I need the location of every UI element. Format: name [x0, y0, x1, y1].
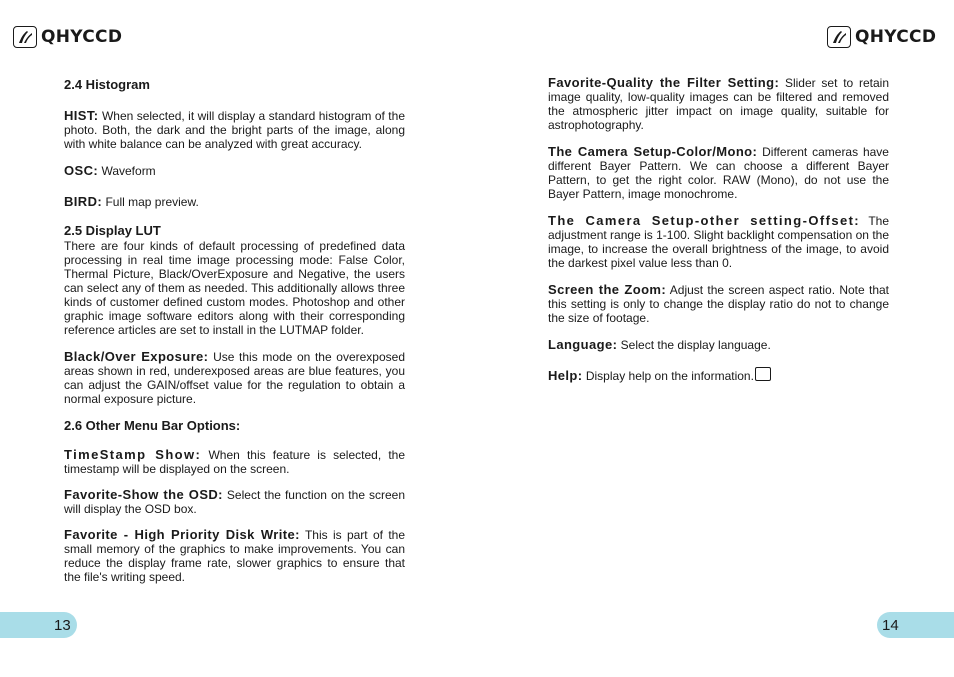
- quality-filter-paragraph: [548, 76, 889, 132]
- display-lut-paragraph: There are four kinds of default processing of predefined data processing in real time image processing mode: False Color, Thermal Picture, Black/OverExposure and Negative, the users can select any of them as needed. This additionally allows three kinds of customer defined custom modes. Photoshop and other graphic image software editors along with their corresponding reference articles are set to install in the LUTMAP folder.: [64, 239, 405, 337]
- section-2-6-title: 2.6 Other Menu Bar Options:: [64, 418, 241, 433]
- section-2-5-title: 2.5 Display LUT: [64, 223, 161, 238]
- color-mono-paragraph: [548, 145, 889, 201]
- hist-paragraph: [64, 109, 405, 151]
- osc-key: OSC:: [64, 163, 99, 178]
- bird-paragraph: [64, 195, 405, 209]
- brand-logo: [13, 26, 122, 48]
- osc-text: Waveform: [101, 164, 156, 178]
- section-2-4-title: 2.4 Histogram: [64, 77, 150, 92]
- disk-write-key: Favorite - High Priority Disk Write:: [64, 527, 300, 542]
- left-content: [64, 76, 405, 584]
- brand-name: QHYCCD: [41, 27, 123, 47]
- zoom-key: Screen the Zoom:: [548, 282, 667, 297]
- page-number: 14: [882, 616, 899, 634]
- offset-key: The Camera Setup-other setting-Offset:: [548, 213, 861, 228]
- brand-logo: [827, 26, 936, 48]
- offset-text: The adjustment range is 1-100. Slight backlight compensation on the image, to increase the overall brightness of the image, to avoid the darkest pixel value less than 0.: [548, 214, 889, 270]
- help-paragraph: [548, 367, 889, 383]
- show-osd-key: Favorite-Show the OSD:: [64, 487, 223, 502]
- page-number: 13: [54, 616, 71, 634]
- bird-text: Full map preview.: [105, 195, 199, 209]
- black-over-exposure-text: Use this mode on the overexposed areas shown in red, underexposed areas are blue features, you can adjust the GAIN/offset value for the regulation to obtain a normal exposure picture.: [64, 350, 405, 406]
- end-mark-icon: [755, 367, 771, 381]
- zoom-paragraph: [548, 283, 889, 325]
- offset-paragraph: [548, 214, 889, 270]
- brand-name: QHYCCD: [855, 27, 937, 47]
- color-mono-key: The Camera Setup-Color/Mono:: [548, 144, 758, 159]
- quality-filter-key: Favorite-Quality the Filter Setting:: [548, 75, 780, 90]
- timestamp-key: TimeStamp Show:: [64, 447, 202, 462]
- osc-paragraph: [64, 164, 405, 178]
- page-number-tab: [877, 612, 954, 638]
- qhyccd-logo-icon: [827, 26, 851, 48]
- quality-filter-text: Slider set to retain image quality, low-quality images can be filtered and removed the atmospheric jitter impact on image quality, suitable for astrophotography.: [548, 76, 889, 132]
- black-over-exposure-paragraph: [64, 350, 405, 406]
- help-key: Help:: [548, 368, 583, 383]
- timestamp-text: When this feature is selected, the timestamp will be displayed on the screen.: [64, 448, 405, 476]
- right-page: [477, 0, 954, 677]
- bird-key: BIRD:: [64, 194, 103, 209]
- language-text: Select the display language.: [620, 338, 771, 352]
- color-mono-text: Different cameras have different Bayer Pattern. We can choose a different Bayer Pattern, to get the right color. RAW (Mono), do not use the Bayer Pattern, image monochrome.: [548, 145, 889, 201]
- page-number-tab: [0, 612, 77, 638]
- hist-key: HIST:: [64, 108, 99, 123]
- right-content: [548, 76, 889, 383]
- show-osd-text: Select the function on the screen will display the OSD box.: [64, 488, 406, 516]
- disk-write-text: This is part of the small memory of the graphics to make improvements. You can reduce the display frame rate, slower graphics to ensure that the file's writing speed.: [64, 528, 405, 584]
- help-text: Display help on the information.: [585, 369, 754, 383]
- black-over-exposure-key: Black/Over Exposure:: [64, 349, 209, 364]
- language-paragraph: [548, 338, 889, 352]
- qhyccd-logo-icon: [13, 26, 37, 48]
- hist-text: When selected, it will display a standard histogram of the photo. Both, the dark and the bright parts of the image, along with white balance can be analyzed with great accuracy.: [64, 109, 405, 151]
- show-osd-paragraph: [64, 488, 405, 516]
- timestamp-paragraph: [64, 448, 405, 476]
- language-key: Language:: [548, 337, 618, 352]
- zoom-text: Adjust the screen aspect ratio. Note that this setting is only to change the display ratio do not to change the size of footage.: [548, 283, 889, 325]
- disk-write-paragraph: [64, 528, 405, 584]
